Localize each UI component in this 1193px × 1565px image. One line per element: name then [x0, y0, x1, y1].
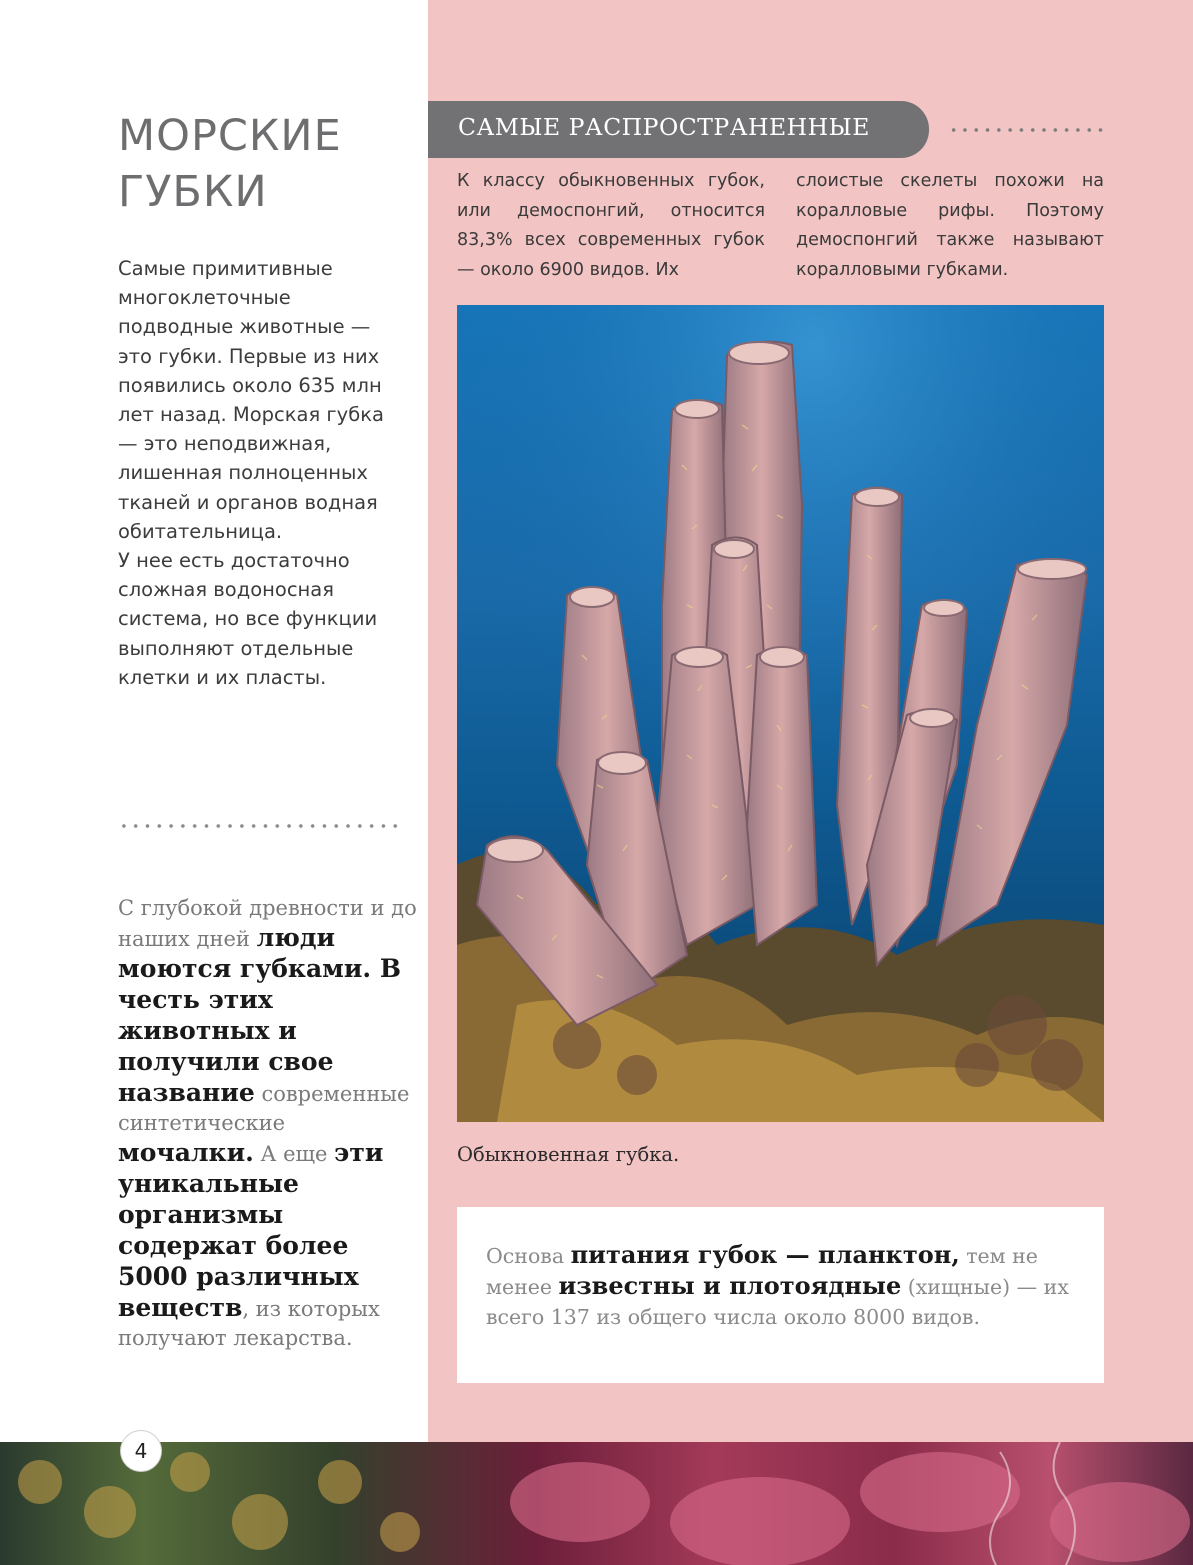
- fact-text-4: , из которых получают лекарства.: [118, 1297, 380, 1350]
- section-heading: САМЫЕ РАСПРОСТРАНЕННЫЕ: [458, 113, 870, 141]
- note-text-2: тем не менее: [486, 1244, 1038, 1299]
- dotted-divider-right: [948, 126, 1106, 134]
- intro-paragraph-2: У нее есть достаточно сложная водоносная система, но все функции выполняют отдельные клетки и их пласты.: [118, 549, 378, 689]
- note-bold-2: известны и плотоядные: [558, 1271, 902, 1300]
- note-bold-1: питания губок — планктон,: [570, 1240, 960, 1269]
- sponge-illustration: [457, 305, 1104, 1122]
- sponge-photo: [457, 305, 1104, 1122]
- fact-text-1: С глубокой древности и до наших дней: [118, 896, 417, 951]
- fact-text-2: современные синтетические: [118, 1082, 410, 1135]
- section-text-column-1: К классу обыкновенных губок, или демоспонгий, относится 83,3% всех современных губок — около 6900 видов. Их: [457, 171, 765, 280]
- section-text-column-2: слоистые скелеты похожи на коралловые рифы. Поэтому демоспонгий также называют коралловыми губками.: [796, 171, 1104, 280]
- page-number: 4: [120, 1430, 162, 1472]
- note-text: [486, 1240, 1086, 1332]
- fact-block: [118, 894, 418, 1353]
- intro-text: [118, 254, 403, 692]
- note-box: [457, 1207, 1104, 1383]
- fact-text-3: А еще: [253, 1142, 335, 1166]
- photo-caption: Обыкновенная губка.: [457, 1143, 680, 1166]
- fact-bold-2: мочалки.: [118, 1138, 254, 1167]
- fact-bold-3: эти уникальные организмы содержат более 5000 различных веществ: [118, 1138, 384, 1322]
- bottom-coral-strip: [0, 1442, 1193, 1565]
- page-title-line2: ГУБКИ: [118, 167, 268, 217]
- section-heading-pill: [428, 101, 929, 158]
- intro-paragraph-1: Самые примитивные многоклеточные подводные животные — это губки. Первые из них появились около 635 млн лет назад. Морская губка — это неподвижная, лишенная полноценных тканей и органов водная обитательница.: [118, 257, 384, 543]
- note-text-1: Основа: [486, 1244, 571, 1268]
- dotted-divider-left: [118, 822, 403, 830]
- page-title: [118, 108, 418, 220]
- coral-strip-illustration: [0, 1442, 1193, 1565]
- note-text-3: (хищные) — их всего 137 из общего числа около 8000 видов.: [486, 1275, 1069, 1329]
- page-title-line1: МОРСКИЕ: [118, 111, 342, 161]
- fact-bold-1: люди моются губками. В честь этих животных и получили свое название: [118, 923, 401, 1107]
